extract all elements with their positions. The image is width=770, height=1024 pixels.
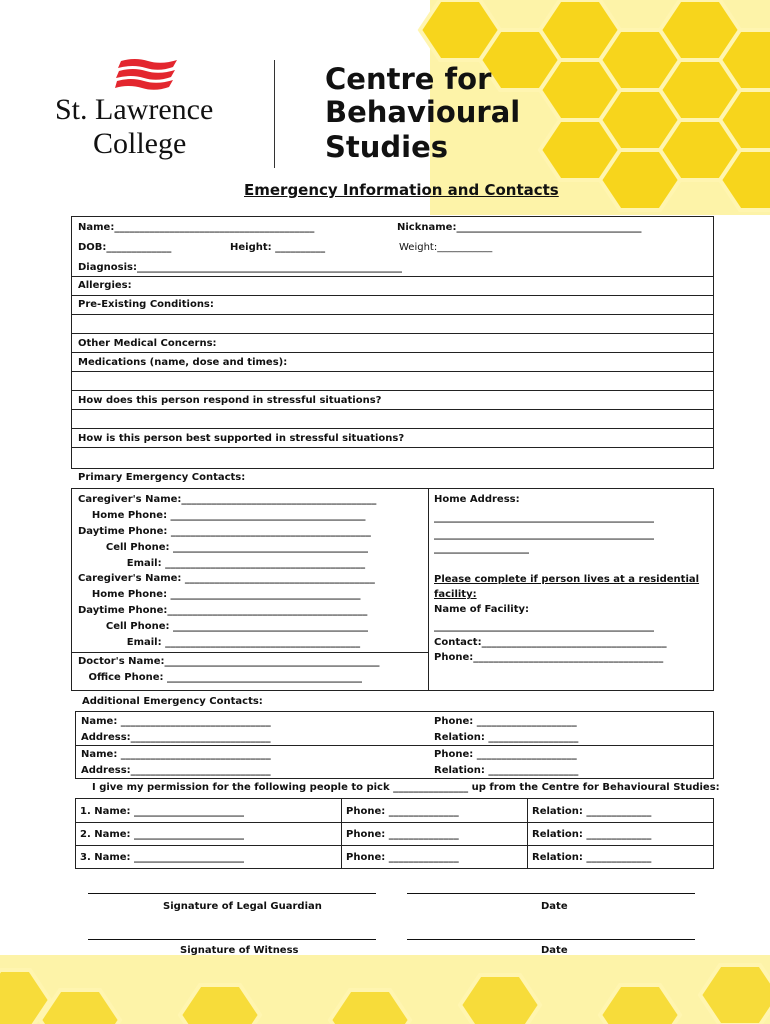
pickup-permission-text: I give my permission for the following people to pick _______________ up from the Centre for Behavioural Studies: [92, 782, 720, 793]
divider [75, 845, 714, 846]
pickup-row3-relation[interactable]: Relation: _____________ [532, 852, 652, 863]
centre-name-line1: Centre for [325, 62, 492, 96]
caregiver2-email-field[interactable]: Email: _______________________________________ [78, 637, 361, 648]
divider [71, 314, 714, 315]
centre-name-line2: Behavioural [325, 95, 521, 129]
divider [75, 822, 714, 823]
divider [71, 333, 714, 334]
date2-line[interactable] [407, 939, 695, 940]
divider [71, 409, 714, 410]
caregiver1-home-phone-field[interactable]: Home Phone: _______________________________________ [78, 510, 366, 521]
divider [71, 652, 428, 653]
pre-existing-label: Pre-Existing Conditions: [78, 299, 214, 310]
other-medical-label: Other Medical Concerns: [78, 338, 217, 349]
column-divider [527, 798, 528, 869]
pickup-row2-relation[interactable]: Relation: _____________ [532, 829, 652, 840]
divider [71, 371, 714, 372]
additional-address1-field[interactable]: Address:____________________________ [81, 732, 271, 743]
caregiver2-home-phone-field[interactable]: Home Phone: ______________________________________ [78, 589, 361, 600]
divider [71, 295, 714, 296]
divider [71, 447, 714, 448]
centre-name-line3: Studies [325, 130, 449, 164]
nickname-field[interactable]: Nickname:_____________________________________ [397, 222, 642, 233]
additional-name2-field[interactable]: Name: ______________________________ [81, 749, 271, 760]
college-name-line1: St. Lawrence [55, 93, 214, 126]
residential-note: Please complete if person lives at a residential [434, 574, 700, 585]
caregiver2-name-field[interactable]: Caregiver's Name: ______________________________________ [78, 573, 375, 584]
medications-label: Medications (name, dose and times): [78, 357, 288, 368]
additional-address2-field[interactable]: Address:____________________________ [81, 765, 271, 776]
caregiver2-daytime-phone-field[interactable]: Daytime Phone:________________________________________ [78, 605, 368, 616]
divider [75, 745, 714, 746]
witness-signature-line[interactable] [88, 939, 376, 940]
pickup-row1-name[interactable]: 1. Name: ______________________ [80, 806, 245, 817]
home-address-line1[interactable]: ____________________________________________ [434, 512, 654, 523]
pickup-row1-relation[interactable]: Relation: _____________ [532, 806, 652, 817]
pickup-row2-phone[interactable]: Phone: ______________ [346, 829, 459, 840]
logo-divider [274, 60, 275, 168]
residential-note-line2: facility: [434, 589, 477, 600]
diagnosis-field[interactable]: Diagnosis:_____________________________________________________ [78, 262, 402, 273]
facility-contact-field[interactable]: Contact:_____________________________________ [434, 637, 667, 648]
home-address-label: Home Address: [434, 494, 520, 505]
date1-label: Date [541, 901, 568, 912]
weight-field[interactable]: Weight:___________ [399, 242, 493, 253]
doctor-office-phone-field[interactable]: Office Phone: _______________________________________ [78, 672, 362, 683]
facility-phone-field[interactable]: Phone:______________________________________ [434, 652, 664, 663]
doctor-name-field[interactable]: Doctor's Name:___________________________________________ [78, 656, 380, 667]
pickup-row3-name[interactable]: 3. Name: ______________________ [80, 852, 245, 863]
respond-label: How does this person respond in stressful situations? [78, 395, 382, 406]
additional-phone1-field[interactable]: Phone: ____________________ [434, 716, 577, 727]
primary-contacts-heading: Primary Emergency Contacts: [78, 472, 246, 483]
home-address-line2[interactable]: ____________________________________________ [434, 529, 654, 540]
column-divider [428, 488, 429, 691]
caregiver1-email-field[interactable]: Email: ________________________________________ [78, 558, 366, 569]
pickup-row2-name[interactable]: 2. Name: ______________________ [80, 829, 245, 840]
college-name-line2: College [93, 127, 187, 160]
facility-name-field[interactable]: ____________________________________________ [434, 621, 654, 632]
pickup-row3-phone[interactable]: Phone: ______________ [346, 852, 459, 863]
divider [71, 390, 714, 391]
supported-label: How is this person best supported in stressful situations? [78, 433, 405, 444]
date1-line[interactable] [407, 893, 695, 894]
guardian-signature-line[interactable] [88, 893, 376, 894]
additional-contacts-heading: Additional Emergency Contacts: [82, 696, 263, 707]
additional-relation2-field[interactable]: Relation: __________________ [434, 765, 579, 776]
witness-signature-label: Signature of Witness [180, 945, 299, 956]
allergies-label: Allergies: [78, 280, 132, 291]
column-divider [341, 798, 342, 869]
caregiver1-cell-phone-field[interactable]: Cell Phone: _______________________________________ [78, 542, 369, 553]
additional-relation1-field[interactable]: Relation: __________________ [434, 732, 579, 743]
guardian-signature-label: Signature of Legal Guardian [163, 901, 322, 912]
caregiver1-name-field[interactable]: Caregiver's Name:_______________________________________ [78, 494, 377, 505]
divider [71, 428, 714, 429]
form-title: Emergency Information and Contacts [244, 181, 559, 199]
additional-name1-field[interactable]: Name: ______________________________ [81, 716, 271, 727]
college-flag-logo-icon [115, 57, 181, 91]
pickup-row1-phone[interactable]: Phone: ______________ [346, 806, 459, 817]
divider [71, 352, 714, 353]
name-field[interactable]: Name:________________________________________ [78, 222, 315, 233]
date2-label: Date [541, 945, 568, 956]
facility-name-label: Name of Facility: [434, 604, 530, 615]
caregiver1-daytime-phone-field[interactable]: Daytime Phone: ________________________________________ [78, 526, 371, 537]
height-field[interactable]: Height: __________ [230, 242, 326, 253]
additional-phone2-field[interactable]: Phone: ____________________ [434, 749, 577, 760]
divider [71, 276, 714, 277]
dob-field[interactable]: DOB:_____________ [78, 242, 172, 253]
caregiver2-cell-phone-field[interactable]: Cell Phone: _______________________________________ [78, 621, 369, 632]
home-address-line3[interactable]: ___________________ [434, 543, 529, 554]
